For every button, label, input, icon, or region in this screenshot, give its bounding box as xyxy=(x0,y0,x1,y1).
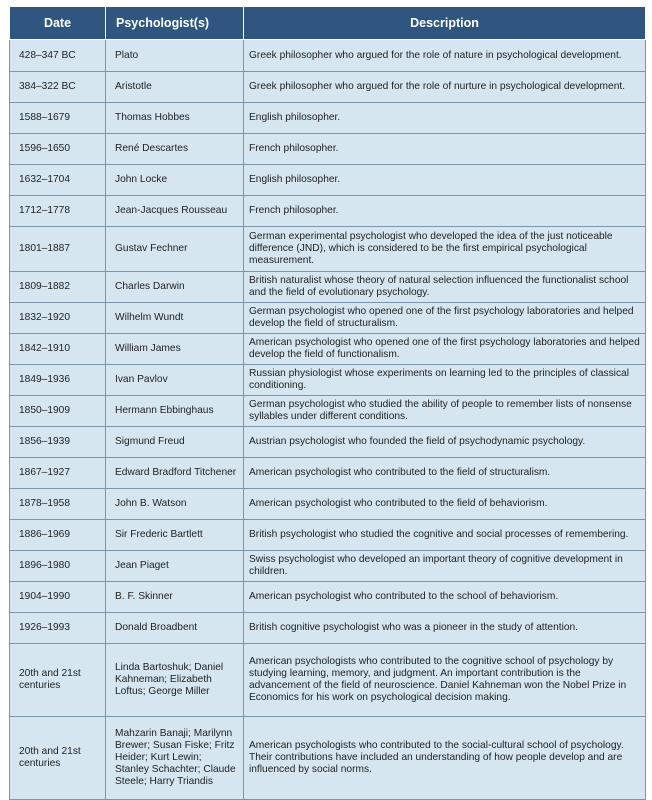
header-psychologists: Psychologist(s) xyxy=(106,7,244,40)
date-cell: 1878–1958 xyxy=(10,489,106,520)
table-row xyxy=(10,489,646,520)
description-cell: American psychologists who contributed to the social-cultural school of psychology. Their contributions have included an understanding of how people develop and are influenced by social norms. xyxy=(244,717,646,800)
date-cell: 20th and 21st centuries xyxy=(10,644,106,717)
description-cell: American psychologist who opened one of the first psychology laboratories and helped develop the field of functionalism. xyxy=(244,334,646,365)
psychologist-cell: Sir Frederic Bartlett xyxy=(106,520,244,551)
table-row xyxy=(10,134,646,165)
table-row xyxy=(10,458,646,489)
psychologist-cell: Sigmund Freud xyxy=(106,427,244,458)
date-cell: 1832–1920 xyxy=(10,303,106,334)
date-cell: 1632–1704 xyxy=(10,165,106,196)
description-cell: Greek philosopher who argued for the role of nurture in psychological development. xyxy=(244,72,646,103)
table-row xyxy=(10,227,646,272)
psychologist-cell: Thomas Hobbes xyxy=(106,103,244,134)
table-row xyxy=(10,40,646,72)
description-cell: American psychologist who contributed to the field of behaviorism. xyxy=(244,489,646,520)
date-cell: 1886–1969 xyxy=(10,520,106,551)
description-cell: English philosopher. xyxy=(244,165,646,196)
history-table xyxy=(9,6,646,800)
description-cell: French philosopher. xyxy=(244,134,646,165)
table-row xyxy=(10,272,646,303)
date-cell: 1842–1910 xyxy=(10,334,106,365)
table-body xyxy=(10,40,646,800)
table-row xyxy=(10,520,646,551)
description-cell: Russian physiologist whose experiments on learning led to the principles of classical conditioning. xyxy=(244,365,646,396)
date-cell: 1856–1939 xyxy=(10,427,106,458)
header-description: Description xyxy=(244,7,646,40)
table-row xyxy=(10,613,646,644)
description-cell: Swiss psychologist who developed an important theory of cognitive development in children. xyxy=(244,551,646,582)
psychologist-cell: John B. Watson xyxy=(106,489,244,520)
table-row xyxy=(10,72,646,103)
description-cell: American psychologist who contributed to the school of behaviorism. xyxy=(244,582,646,613)
psychologist-cell: Jean Piaget xyxy=(106,551,244,582)
description-cell: American psychologists who contributed to the cognitive school of psychology by studying learning, memory, and judgment. An important contribution is the advancement of the field of neuroscience. Daniel Kahneman won the Nobel Prize in Economics for his work on psychological decision making. xyxy=(244,644,646,717)
psychologist-cell: Jean-Jacques Rousseau xyxy=(106,196,244,227)
description-cell: French philosopher. xyxy=(244,196,646,227)
psychologist-cell: Charles Darwin xyxy=(106,272,244,303)
description-cell: American psychologist who contributed to the field of structuralism. xyxy=(244,458,646,489)
psychologist-cell: Donald Broadbent xyxy=(106,613,244,644)
date-cell: 428–347 BC xyxy=(10,40,106,72)
psychologist-cell: René Descartes xyxy=(106,134,244,165)
description-cell: German psychologist who studied the ability of people to remember lists of nonsense syllables under different conditions. xyxy=(244,396,646,427)
date-cell: 1867–1927 xyxy=(10,458,106,489)
date-cell: 1588–1679 xyxy=(10,103,106,134)
table-row xyxy=(10,165,646,196)
table-row xyxy=(10,582,646,613)
description-cell: Austrian psychologist who founded the field of psychodynamic psychology. xyxy=(244,427,646,458)
date-cell: 1596–1650 xyxy=(10,134,106,165)
date-cell: 1904–1990 xyxy=(10,582,106,613)
description-cell: Greek philosopher who argued for the role of nature in psychological development. xyxy=(244,40,646,72)
date-cell: 1712–1778 xyxy=(10,196,106,227)
psychologist-cell: Linda Bartoshuk; Daniel Kahneman; Elizabeth Loftus; George Miller xyxy=(106,644,244,717)
date-cell: 20th and 21st centuries xyxy=(10,717,106,800)
table-row xyxy=(10,551,646,582)
psychologist-cell: Edward Bradford Titchener xyxy=(106,458,244,489)
description-cell: German experimental psychologist who developed the idea of the just noticeable difference (JND), which is considered to be the first empirical psychological measurement. xyxy=(244,227,646,272)
table-row xyxy=(10,103,646,134)
history-table-container xyxy=(9,6,645,800)
date-cell: 1850–1909 xyxy=(10,396,106,427)
psychologist-cell: Gustav Fechner xyxy=(106,227,244,272)
table-row xyxy=(10,427,646,458)
psychologist-cell: Aristotle xyxy=(106,72,244,103)
table-row xyxy=(10,396,646,427)
psychologist-cell: Hermann Ebbinghaus xyxy=(106,396,244,427)
psychologist-cell: Mahzarin Banaji; Marilynn Brewer; Susan Fiske; Fritz Heider; Kurt Lewin; Stanley Schachter; Claude Steele; Harry Triandis xyxy=(106,717,244,800)
psychologist-cell: Plato xyxy=(106,40,244,72)
date-cell: 384–322 BC xyxy=(10,72,106,103)
description-cell: German psychologist who opened one of the first psychology laboratories and helped develop the field of structuralism. xyxy=(244,303,646,334)
table-header-row xyxy=(10,7,646,40)
table-row xyxy=(10,303,646,334)
table-row xyxy=(10,365,646,396)
table-row xyxy=(10,334,646,365)
date-cell: 1809–1882 xyxy=(10,272,106,303)
psychologist-cell: Ivan Pavlov xyxy=(106,365,244,396)
description-cell: English philosopher. xyxy=(244,103,646,134)
psychologist-cell: William James xyxy=(106,334,244,365)
table-row xyxy=(10,196,646,227)
description-cell: British cognitive psychologist who was a pioneer in the study of attention. xyxy=(244,613,646,644)
date-cell: 1849–1936 xyxy=(10,365,106,396)
date-cell: 1926–1993 xyxy=(10,613,106,644)
date-cell: 1801–1887 xyxy=(10,227,106,272)
date-cell: 1896–1980 xyxy=(10,551,106,582)
table-row xyxy=(10,644,646,717)
description-cell: British psychologist who studied the cognitive and social processes of remembering. xyxy=(244,520,646,551)
table-row xyxy=(10,717,646,800)
psychologist-cell: B. F. Skinner xyxy=(106,582,244,613)
psychologist-cell: John Locke xyxy=(106,165,244,196)
description-cell: British naturalist whose theory of natural selection influenced the functionalist school and the field of evolutionary psychology. xyxy=(244,272,646,303)
psychologist-cell: Wilhelm Wundt xyxy=(106,303,244,334)
header-date: Date xyxy=(10,7,106,40)
